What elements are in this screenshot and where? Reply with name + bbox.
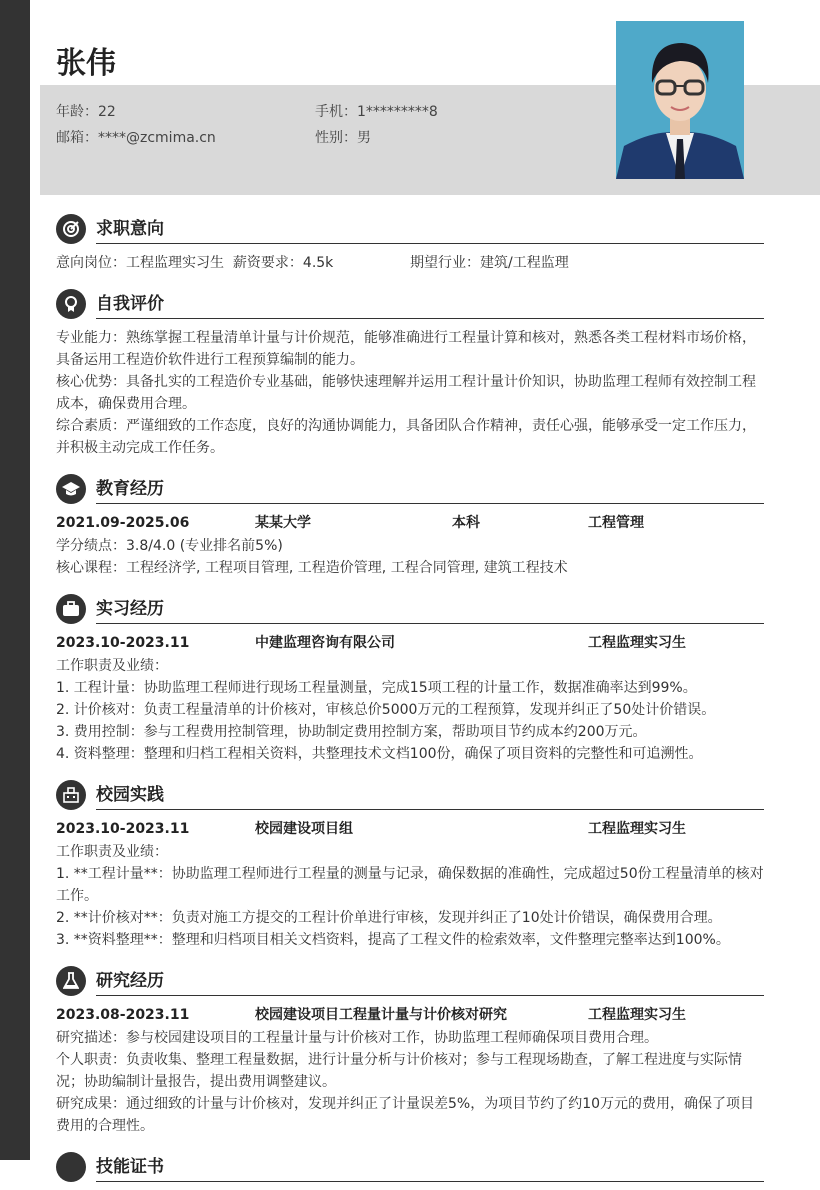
badge-icon <box>56 289 86 319</box>
campus-line: 2. **计价核对**：负责对施工方提交的工程计价单进行审核，发现并纠正了10处计价错误，确保费用合理。 <box>56 910 722 926</box>
research-line: 研究描述：参与校园建设项目的工程量计量与计价核对工作，协助监理工程师确保项目费用合理。 <box>56 1030 658 1046</box>
desired-industry: 期望行业：建筑/工程监理 <box>410 255 569 271</box>
salary-expectation: 薪资要求：4.5k <box>232 255 334 271</box>
candidate-name: 张伟 <box>56 46 116 81</box>
section-title: 研究经历 <box>96 969 764 996</box>
self-eval-line: 综合素质：严谨细致的工作态度，良好的沟通协调能力，具备团队合作精神，责任心强，能够承受一定工作压力，并积极主动完成工作任务。 <box>56 418 756 456</box>
section-title: 校园实践 <box>96 783 764 810</box>
edu-school: 某某大学 <box>255 515 311 531</box>
certificate-icon <box>56 1152 86 1182</box>
briefcase-icon <box>56 594 86 624</box>
sidebar-strip <box>0 0 30 1160</box>
research-date: 2023.08-2023.11 <box>56 1007 190 1023</box>
section-internship <box>56 594 764 765</box>
section-education <box>56 474 764 579</box>
self-eval-line: 专业能力：熟练掌握工程量清单计量与计价规范，能够准确进行工程量计算和核对，熟悉各类工程材料市场价格，具备运用工程造价软件进行工程预算编制的能力。 <box>56 330 756 368</box>
section-research <box>56 966 764 1137</box>
gender: 性别：男 <box>315 130 371 146</box>
age: 年龄：22 <box>56 104 116 120</box>
research-line: 个人职责：负责收集、整理工程量数据，进行计量分析与计价核对；参与工程现场勘查，了解工程进度与实际情况；协助编制计量报告，提出费用调整建议。 <box>56 1052 742 1090</box>
intern-line: 2. 计价核对：负责工程量清单的计价核对，审核总价5000万元的工程预算，发现并纠正了50处计价错误。 <box>56 702 716 718</box>
self-eval-line: 核心优势：具备扎实的工程造价专业基础，能够快速理解并运用工程计量计价知识，协助监理工程师有效控制工程成本，确保费用合理。 <box>56 374 756 412</box>
intern-line: 4. 资料整理：整理和归档工程相关资料，共整理技术文档100份，确保了项目资料的完整性和可追溯性。 <box>56 746 703 762</box>
desired-position: 意向岗位：工程监理实习生 <box>56 255 224 271</box>
research-project: 校园建设项目工程量计量与计价核对研究 <box>255 1007 507 1023</box>
phone: 手机：1*********8 <box>315 104 438 120</box>
edu-line: 核心课程：工程经济学, 工程项目管理, 工程造价管理, 工程合同管理, 建筑工程技术 <box>56 560 568 576</box>
section-title: 求职意向 <box>96 217 764 244</box>
section-title: 教育经历 <box>96 477 764 504</box>
flask-icon <box>56 966 86 996</box>
profile-photo <box>616 21 744 179</box>
section-title: 自我评价 <box>96 292 764 319</box>
edu-date: 2021.09-2025.06 <box>56 515 190 531</box>
intern-line: 工作职责及业绩： <box>56 658 168 674</box>
section-title: 技能证书 <box>96 1155 764 1182</box>
campus-line: 1. **工程计量**：协助监理工程师进行工程量的测量与记录，确保数据的准确性，完成超过50份工程量清单的核对工作。 <box>56 866 764 904</box>
edu-major: 工程管理 <box>588 515 644 531</box>
edu-line: 学分绩点：3.8/4.0 (专业排名前5%) <box>56 538 283 554</box>
campus-org: 校园建设项目组 <box>255 821 353 837</box>
section-self-evaluation <box>56 289 764 459</box>
intern-line: 1. 工程计量：协助监理工程师进行现场工程量测量，完成15项工程的计量工作，数据准确率达到99%。 <box>56 680 697 696</box>
campus-line: 工作职责及业绩： <box>56 844 168 860</box>
campus-role: 工程监理实习生 <box>588 821 686 837</box>
section-title: 实习经历 <box>96 597 764 624</box>
resume-body <box>56 214 764 1190</box>
campus-date: 2023.10-2023.11 <box>56 821 190 837</box>
intern-company: 中建监理咨询有限公司 <box>255 635 395 651</box>
building-icon <box>56 780 86 810</box>
edu-degree: 本科 <box>452 515 480 531</box>
section-campus-practice <box>56 780 764 951</box>
research-role: 工程监理实习生 <box>588 1007 686 1023</box>
target-icon <box>56 214 86 244</box>
intern-role: 工程监理实习生 <box>588 635 686 651</box>
section-job-intent <box>56 214 764 274</box>
research-line: 研究成果：通过细致的计量与计价核对，发现并纠正了计量误差5%，为项目节约了约10万元的费用，确保了项目费用的合理性。 <box>56 1096 755 1134</box>
campus-line: 3. **资料整理**：整理和归档项目相关文档资料，提高了工程文件的检索效率，文件整理完整率达到100%。 <box>56 932 730 948</box>
section-skills <box>56 1152 764 1182</box>
intern-date: 2023.10-2023.11 <box>56 635 190 651</box>
intern-line: 3. 费用控制：参与工程费用控制管理，协助制定费用控制方案，帮助项目节约成本约200万元。 <box>56 724 647 740</box>
email: 邮箱：****@zcmima.cn <box>56 130 216 146</box>
graduation-cap-icon <box>56 474 86 504</box>
